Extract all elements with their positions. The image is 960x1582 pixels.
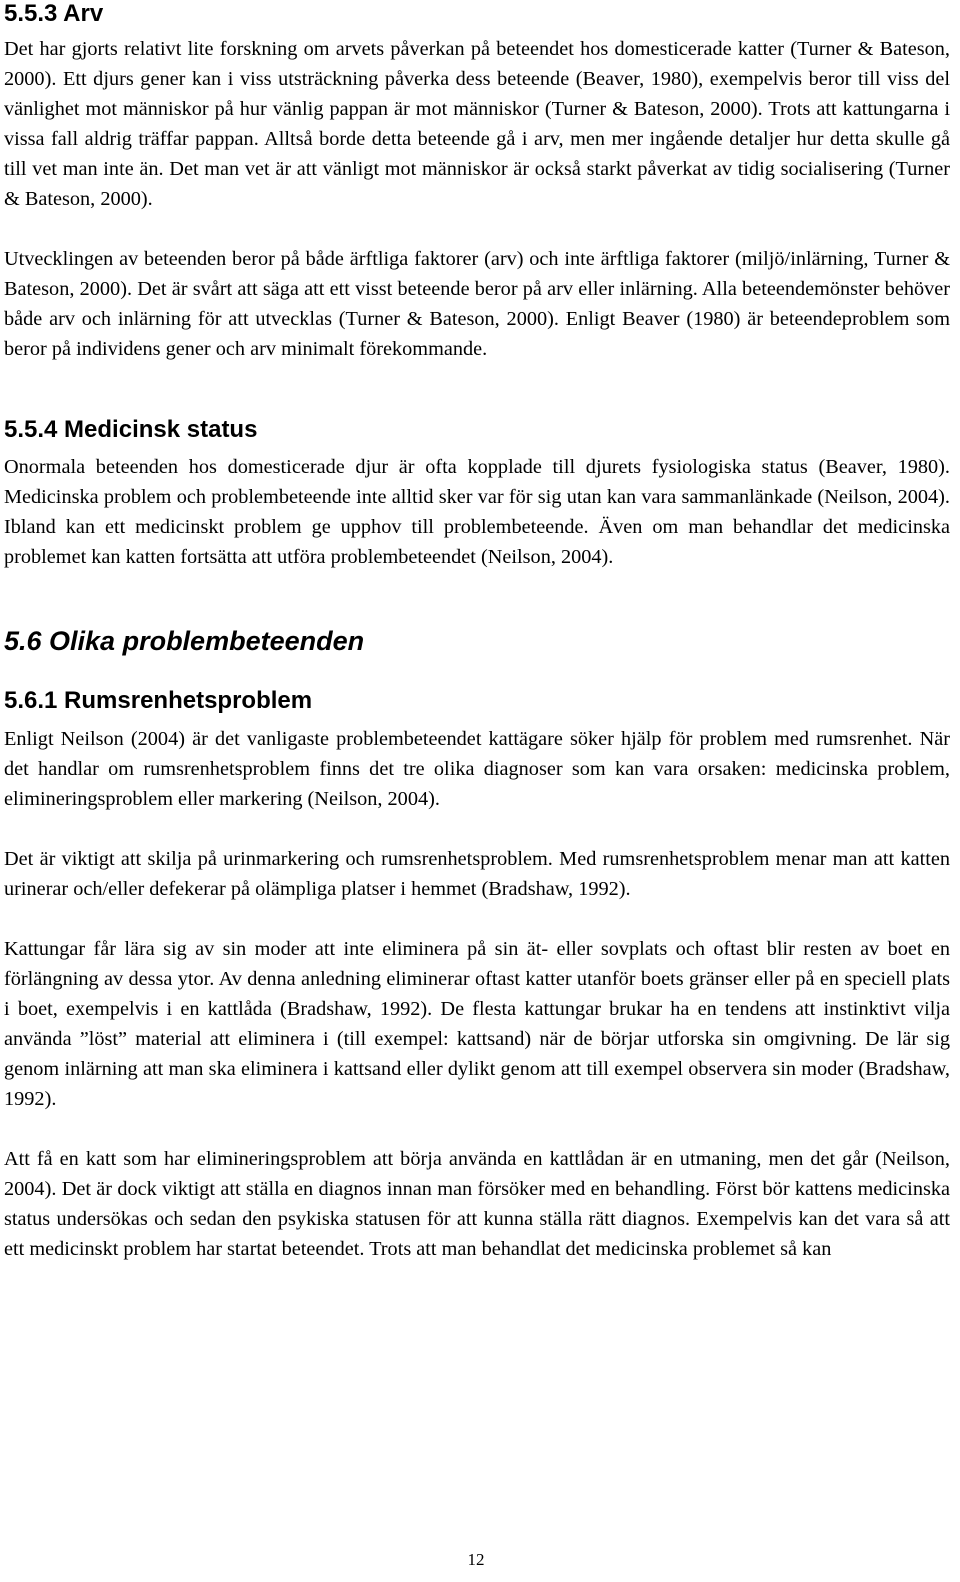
- paragraph-rums-2: Det är viktigt att skilja på urinmarkering och rumsrenhetsproblem. Med rumsrenhetsproblem menar man att katten urinerar och/eller defekerar på olämpliga platser i hemmet (Bradshaw, 1992).: [4, 848, 950, 900]
- paragraph-arv-1: Det har gjorts relativt lite forskning om arvets påverkan på beteendet hos domesticerade katter (Turner & Bateson, 2000). Ett djurs gener kan i viss utsträckning påverka dess beteende (Beaver, 1980), exempelvis beror till viss del vänlighet mot människor på hur vänlig pappan är mot människor (Turner & Bateson, 2000). Trots att kattungarna i vissa fall aldrig träffar pappan. Alltså borde detta beteende gå i arv, men mer ingående detaljer hur detta skulle gå till vet man inte än. Det man vet är att vänligt mot människor är också starkt påverkat av tidig socialisering (Turner & Bateson, 2000).: [4, 38, 950, 210]
- paragraph-rums-1: Enligt Neilson (2004) är det vanligaste problembeteendet kattägare söker hjälp för problem med rumsrenhet. När det handlar om rumsrenhetsproblem finns det tre olika diagnoser som kan vara orsaken: medicinska problem, elimineringsproblem eller markering (Neilson, 2004).: [4, 728, 950, 810]
- paragraph-arv-2: Utvecklingen av beteenden beror på både ärftliga faktorer (arv) och inte ärftliga faktorer (miljö/inlärning, Turner & Bateson, 2000). Det är svårt att säga att ett visst beteende beror på arv eller inlärning. Alla beteendemönster behöver både arv och inlärning för att utvecklas (Turner & Bateson, 2000). Enligt Beaver (1980) är beteendeproblem som beror på individens gener och arv minimalt förekommande.: [4, 248, 950, 360]
- heading-olika-problembeteenden: 5.6 Olika problembeteenden: [4, 626, 365, 656]
- heading-rumsrenhetsproblem: 5.6.1 Rumsrenhetsproblem: [4, 687, 313, 714]
- page-number: 12: [467, 1550, 485, 1569]
- heading-arv: 5.5.3 Arv: [4, 0, 104, 27]
- paragraph-rums-4: Att få en katt som har elimineringsproblem att börja använda en kattlådan är en utmaning, men det går (Neilson, 2004). Det är dock viktigt att ställa en diagnos innan man försöker med en behandling. Först bör kattens medicinska status undersökas och sedan den psykiska statusen för att kunna ställa rätt diagnos. Exempelvis kan det vara så att ett medicinskt problem har startat beteendet. Trots att man behandlat det medicinska problemet så kan: [4, 1148, 950, 1260]
- heading-medicinsk-status: 5.5.4 Medicinsk status: [4, 416, 258, 443]
- document-page: [4, 0, 950, 1264]
- paragraph-medicinsk-1: Onormala beteenden hos domesticerade djur är ofta kopplade till djurets fysiologiska status (Beaver, 1980). Medicinska problem och problembeteende inte alltid sker var för sig utan kan vara sammanlänkade (Neilson, 2004). Ibland kan ett medicinskt problem ge upphov till problembeteende. Även om man behandlar det medicinska problemet kan katten fortsätta att utföra problembeteendet (Neilson, 2004).: [4, 456, 950, 568]
- paragraph-rums-3: Kattungar får lära sig av sin moder att inte eliminera på sin ät- eller sovplats och oftast blir resten av boet en förlängning av dessa ytor. Av denna anledning eliminerar oftast katter utanför boets gränser eller på en speciell plats i boet, exempelvis i en kattlåda (Bradshaw, 1992). De flesta kattungar brukar ha en tendens att instinktivt vilja använda ”löst” material att eliminera i (till exempel: kattsand) när de börjar utforska sin omgivning. De lär sig genom inlärning att man ska eliminera i kattsand eller dylikt genom att till exempel observera sin moder (Bradshaw, 1992).: [4, 938, 950, 1110]
